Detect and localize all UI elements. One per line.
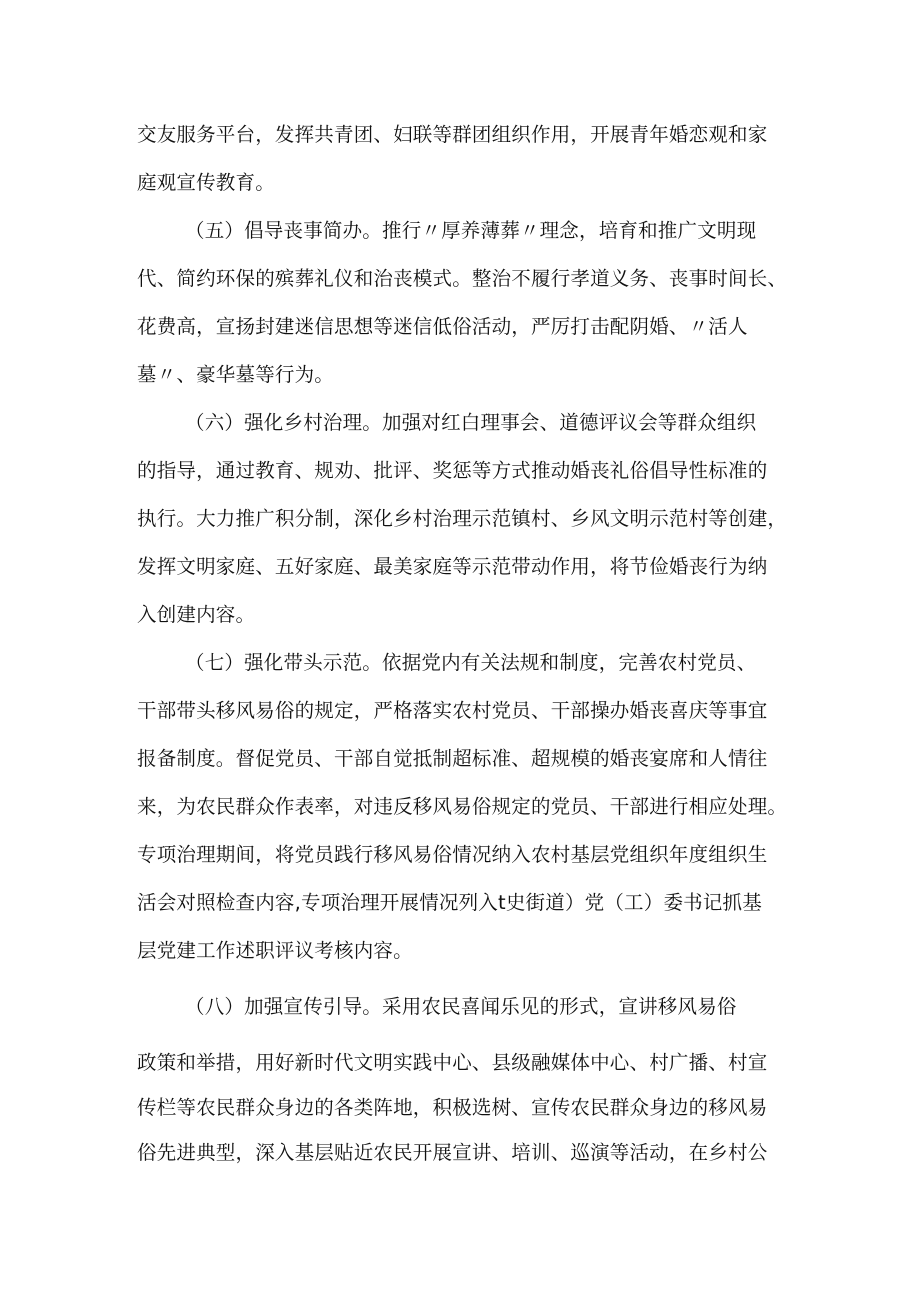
text-line: 来，为农民群众作表率，对违反移风易俗规定的党员、干部进行相应处理。 (137, 795, 788, 818)
text-line: （七）强化带头示范。依据党内有关法规和制度，完善农村党员、 (185, 651, 757, 674)
text-line: 交友服务平台，发挥共青团、妇联等群团组织作用，开展青年婚恋观和家 (137, 123, 768, 146)
text-line: 专项治理期间，将党员践行移风易俗情况纳入农村基层党组织年度组织生 (137, 843, 768, 866)
text-line: 的指导，通过教育、规劝、批评、奖惩等方式推动婚丧礼俗倡导性标准的 (137, 459, 768, 482)
text-line: 发挥文明家庭、五好家庭、最美家庭等示范带动作用，将节俭婚丧行为纳 (137, 555, 768, 578)
text-line: （八）加强宣传引导。采用农民喜闻乐见的形式，宣讲移风易俗 (185, 995, 737, 1018)
text-line: 执行。大力推广积分制，深化乡村治理示范镇村、乡风文明示范村等创建， (137, 507, 788, 530)
text-line: 墓〃、豪华墓等行为。 (137, 363, 335, 386)
text-line: 报备制度。督促党员、干部自觉抵制超标准、超规模的婚丧宴席和人情往 (137, 747, 768, 770)
text-line: 活会对照检查内容,专项治理开展情况列入t史街道）党（工）委书记抓基 (137, 891, 762, 914)
text-line: 俗先进典型，深入基层贴近农民开展宣讲、培训、巡演等活动，在乡村公 (137, 1141, 768, 1164)
text-line: 传栏等农民群众身边的各类阵地，积极选树、宣传农民群众身边的移风易 (137, 1096, 768, 1119)
text-line: 层党建工作述职评议考核内容。 (137, 939, 413, 962)
text-line: 入创建内容。 (137, 603, 256, 626)
text-line: 花费高，宣扬封建迷信思想等迷信低俗活动，严厉打击配阴婚、〃活人 (137, 315, 748, 338)
text-line: 代、简约环保的殡葬礼仪和治丧模式。整治不履行孝道义务、丧事时间长、 (137, 267, 788, 290)
text-line: 政策和举措，用好新时代文明实践中心、县级融媒体中心、村广播、村宣 (137, 1051, 768, 1074)
text-line: 庭观宣传教育。 (137, 171, 275, 194)
text-line: 干部带头移风易俗的规定，严格落实农村党员、干部操办婚丧喜庆等事宜 (137, 699, 768, 722)
text-line: （五）倡导丧事简办。推行〃厚养薄葬〃理念，培育和推广文明现 (185, 219, 757, 242)
text-line: （六）强化乡村治理。加强对红白理事会、道德评议会等群众组织 (185, 411, 757, 434)
